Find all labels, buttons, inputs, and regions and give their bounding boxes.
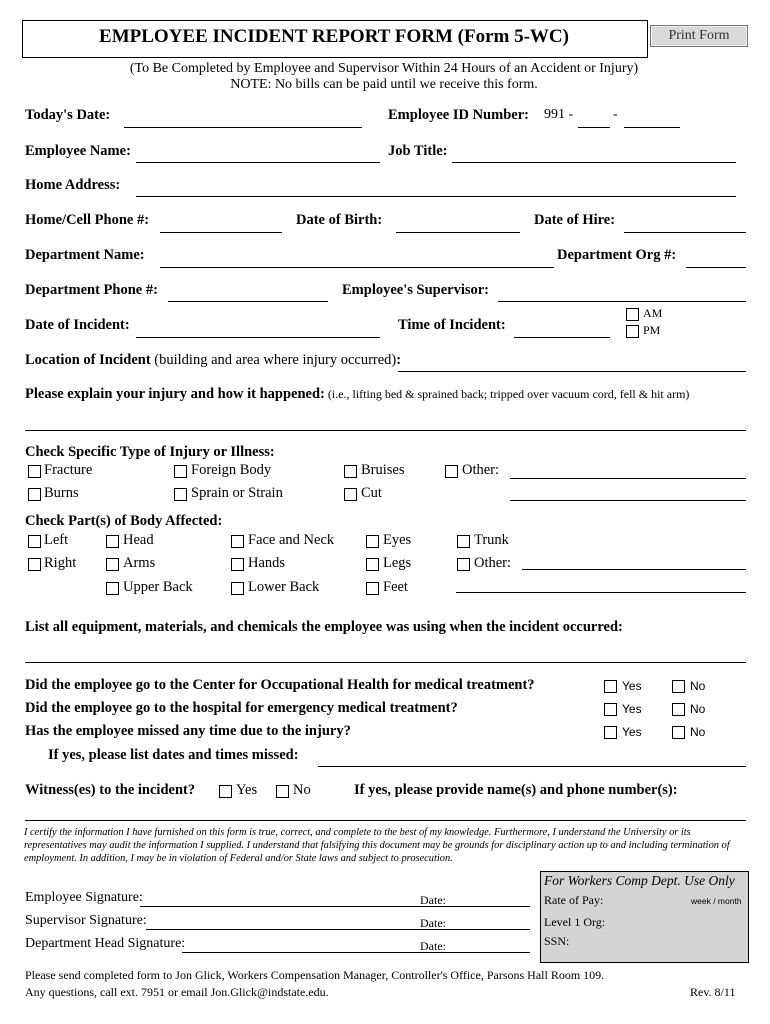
head-label: Head (123, 532, 154, 548)
explain-field[interactable] (25, 430, 746, 431)
question-2: Did the employee go to the hospital for emergency medical treatment? (25, 700, 458, 716)
cut-label: Cut (361, 485, 382, 501)
head-checkbox[interactable] (106, 535, 119, 548)
hands-checkbox[interactable] (231, 558, 244, 571)
feet-checkbox[interactable] (366, 582, 379, 595)
certification-text: I certify the information I have furnished on this form is true, correct, and complete to the best of my knowledge. Furthermore, I understand the University or its representatives may audit the information I supplied. I understand that falsifying this document may be grounds for disciplinary action up to and including termination of employment. In addition, I may be in violation of Federal and/or State laws and subject to prosecution. (24, 827, 730, 864)
phone-field[interactable] (160, 232, 282, 233)
pm-label: PM (643, 323, 661, 337)
date-of-incident-label: Date of Incident: (25, 317, 130, 333)
job-title-label: Job Title: (388, 143, 448, 159)
injury-other-field-1[interactable] (510, 478, 746, 479)
body-other-checkbox[interactable] (457, 558, 470, 571)
witness-field[interactable] (25, 820, 746, 821)
home-address-label: Home Address: (25, 177, 121, 193)
injury-other-checkbox[interactable] (445, 465, 458, 478)
witness-no-label: No (293, 782, 311, 798)
employee-id-dash: - (613, 107, 618, 122)
dept-head-signature-label: Department Head Signature: (25, 936, 186, 951)
q1-yes-label: Yes (622, 679, 642, 693)
employee-signature-field[interactable] (140, 906, 530, 907)
question-3-followup: If yes, please list dates and times missed: (48, 747, 299, 763)
subtitle-1: (To Be Completed by Employee and Supervisor Within 24 Hours of an Accident or Injury) (129, 61, 639, 76)
lower-back-checkbox[interactable] (231, 582, 244, 595)
department-name-label: Department Name: (25, 247, 145, 263)
trunk-checkbox[interactable] (457, 535, 470, 548)
revision-label: Rev. 8/11 (690, 985, 736, 999)
missed-time-field[interactable] (318, 766, 746, 767)
right-checkbox[interactable] (28, 558, 41, 571)
body-other-label: Other: (474, 555, 512, 571)
am-label: AM (643, 306, 663, 320)
feet-label: Feet (383, 579, 408, 595)
bruises-checkbox[interactable] (344, 465, 357, 478)
dept-head-signature-field[interactable] (182, 952, 530, 953)
form-title: EMPLOYEE INCIDENT REPORT FORM (Form 5-WC) (99, 26, 569, 47)
upper-back-checkbox[interactable] (106, 582, 119, 595)
witness-yes-checkbox[interactable] (219, 785, 232, 798)
cut-checkbox[interactable] (344, 488, 357, 501)
eyes-checkbox[interactable] (366, 535, 379, 548)
pm-checkbox[interactable] (626, 325, 639, 338)
time-of-incident-label: Time of Incident: (398, 317, 506, 333)
employee-name-field[interactable] (136, 162, 380, 163)
legs-label: Legs (383, 555, 412, 571)
body-parts-heading: Check Part(s) of Body Affected: (25, 513, 223, 529)
eyes-label: Eyes (383, 532, 412, 548)
q1-no-checkbox[interactable] (672, 680, 685, 693)
witness-label: Witness(es) to the incident? (25, 782, 196, 798)
injury-other-field-2[interactable] (510, 500, 746, 501)
employee-id-label: Employee ID Number: (388, 107, 529, 123)
arms-checkbox[interactable] (106, 558, 119, 571)
equipment-field[interactable] (25, 662, 746, 663)
rate-of-pay-label: Rate of Pay: (544, 893, 604, 907)
employee-name-label: Employee Name: (25, 143, 131, 159)
hands-label: Hands (248, 555, 286, 571)
foreign-body-label: Foreign Body (191, 462, 272, 478)
department-org-field[interactable] (686, 267, 746, 268)
q3-no-label: No (690, 725, 706, 739)
bruises-label: Bruises (361, 462, 405, 478)
sprain-label: Sprain or Strain (191, 485, 283, 501)
department-phone-field[interactable] (168, 301, 328, 302)
supervisor-signature-field[interactable] (146, 929, 530, 930)
body-other-field-1[interactable] (522, 569, 746, 570)
burns-label: Burns (44, 485, 79, 501)
supervisor-signature-label: Supervisor Signature: (25, 913, 147, 928)
question-1: Did the employee go to the Center for Occupational Health for medical treatment? (25, 677, 535, 693)
location-label: Location of Incident (building and area where injury occurred): (25, 352, 402, 368)
left-label: Left (44, 532, 69, 548)
supervisor-field[interactable] (498, 301, 746, 302)
date-of-hire-field[interactable] (624, 232, 746, 233)
fracture-checkbox[interactable] (28, 465, 41, 478)
level1-org-label: Level 1 Org: (544, 915, 606, 929)
department-name-field[interactable] (160, 267, 554, 268)
footer-line-1: Please send completed form to Jon Glick, Workers Compensation Manager, Controller's Office, Parsons Hall Room 109. (25, 968, 605, 982)
ssn-label: SSN: (544, 934, 570, 948)
q3-yes-label: Yes (622, 725, 642, 739)
location-field[interactable] (398, 371, 746, 372)
am-checkbox[interactable] (626, 308, 639, 321)
q2-yes-checkbox[interactable] (604, 703, 617, 716)
fracture-label: Fracture (44, 462, 93, 478)
todays-date-field[interactable] (124, 127, 362, 128)
todays-date-label: Today's Date: (25, 107, 111, 123)
rate-unit-label: week / month (691, 896, 742, 906)
equipment-label: List all equipment, materials, and chemicals the employee was using when the incident occurred: (25, 619, 623, 635)
department-phone-label: Department Phone #: (25, 282, 158, 298)
employee-id-part1-field[interactable] (578, 127, 610, 128)
job-title-field[interactable] (452, 162, 736, 163)
explain-label: Please explain your injury and how it happened: (i.e., lifting bed & sprained back; tripped over vacuum cord, fell & hit arm) (25, 386, 690, 402)
date-of-hire-label: Date of Hire: (534, 212, 616, 228)
injury-type-heading: Check Specific Type of Injury or Illness: (25, 444, 275, 460)
workers-comp-title: For Workers Comp Dept. Use Only (544, 873, 735, 888)
supervisor-label: Employee's Supervisor: (342, 282, 490, 298)
q2-yes-label: Yes (622, 702, 642, 716)
footer-line-2: Any questions, call ext. 7951 or email Jon.Glick@indstate.edu. (25, 985, 329, 999)
left-checkbox[interactable] (28, 535, 41, 548)
question-3: Has the employee missed any time due to the injury? (25, 723, 351, 739)
q2-no-checkbox[interactable] (672, 703, 685, 716)
subtitle-2: NOTE: No bills can be paid until we receive this form. (230, 77, 538, 92)
time-of-incident-field[interactable] (514, 337, 610, 338)
dept-head-signature-date-label: Date: (420, 939, 446, 953)
employee-signature-label: Employee Signature: (25, 890, 143, 905)
sprain-checkbox[interactable] (174, 488, 187, 501)
right-label: Right (44, 555, 77, 571)
legs-checkbox[interactable] (366, 558, 379, 571)
witness-followup: If yes, please provide name(s) and phone number(s): (354, 782, 678, 798)
injury-other-label: Other: (462, 462, 500, 478)
face-neck-checkbox[interactable] (231, 535, 244, 548)
department-org-label: Department Org #: (557, 247, 677, 263)
supervisor-signature-date-label: Date: (420, 916, 446, 930)
q1-no-label: No (690, 679, 706, 693)
employee-id-prefix: 991 - (544, 107, 574, 122)
print-form-button[interactable]: Print Form (650, 25, 748, 47)
q3-no-checkbox[interactable] (672, 726, 685, 739)
witness-no-checkbox[interactable] (276, 785, 289, 798)
upper-back-label: Upper Back (123, 579, 193, 595)
burns-checkbox[interactable] (28, 488, 41, 501)
q1-yes-checkbox[interactable] (604, 680, 617, 693)
dob-field[interactable] (396, 232, 520, 233)
q3-yes-checkbox[interactable] (604, 726, 617, 739)
q2-no-label: No (690, 702, 706, 716)
employee-id-part2-field[interactable] (624, 127, 680, 128)
body-other-field-2[interactable] (456, 592, 746, 593)
phone-label: Home/Cell Phone #: (25, 212, 150, 228)
dob-label: Date of Birth: (296, 212, 383, 228)
lower-back-label: Lower Back (248, 579, 320, 595)
foreign-body-checkbox[interactable] (174, 465, 187, 478)
arms-label: Arms (123, 555, 156, 571)
trunk-label: Trunk (474, 532, 509, 548)
witness-yes-label: Yes (236, 782, 258, 798)
face-neck-label: Face and Neck (248, 532, 335, 548)
home-address-field[interactable] (136, 196, 736, 197)
date-of-incident-field[interactable] (136, 337, 380, 338)
employee-signature-date-label: Date: (420, 893, 446, 907)
